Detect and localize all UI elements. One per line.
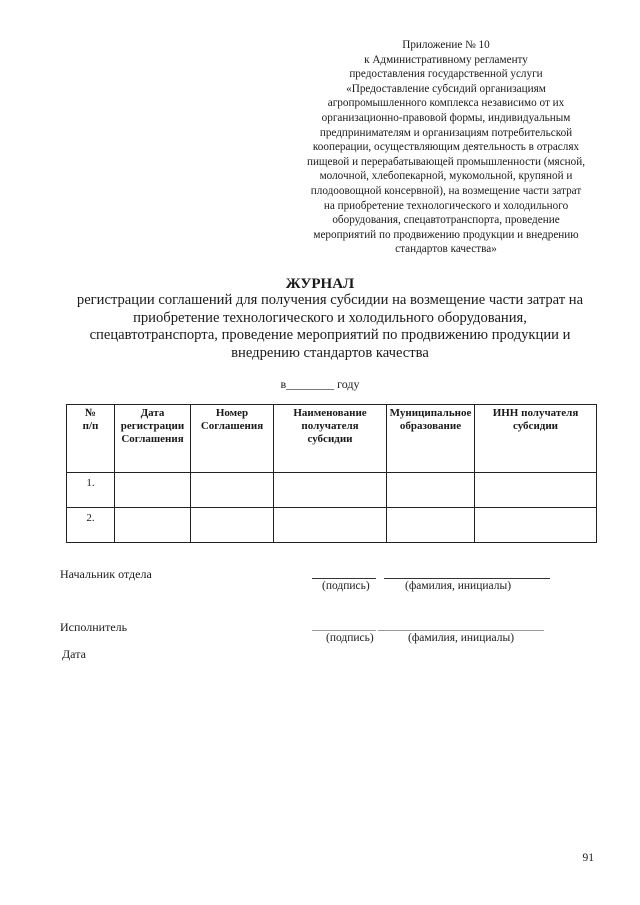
appendix-note	[290, 38, 602, 257]
subtitle-line: регистрации соглашений для получения субсидии на возмещение части затрат на	[76, 292, 584, 308]
appendix-line: стандартов качества»	[395, 243, 497, 256]
appendix-line: агропромышленного комплекса независимо от их	[327, 97, 565, 110]
table-cell	[274, 508, 387, 543]
table-cell	[475, 473, 597, 508]
appendix-line: молочной, хлебопекарной, мукомольной, крупяной и	[319, 170, 573, 183]
header-agreement-number: Номер Соглашения	[191, 405, 274, 473]
appendix-line: предоставления государственной услуги	[349, 68, 543, 81]
executor-name-caption: (фамилия, инициалы)	[408, 632, 515, 644]
appendix-line: предпринимателям и организациям потребительской	[319, 126, 573, 139]
appendix-line: организационно-правовой формы, индивидуальным	[321, 111, 571, 124]
appendix-line: кооперации, осуществляющим деятельность в отраслях	[312, 141, 580, 154]
table-cell	[191, 508, 274, 543]
executor-label: Исполнитель	[60, 620, 128, 634]
header-number: № п/п	[67, 405, 115, 473]
appendix-line: на приобретение технологического и холодильного	[323, 199, 569, 212]
subtitle-line: спецавтотранспорта, проведение мероприятий по продвижению продукции и	[89, 327, 571, 344]
appendix-line: плодоовощной консервной), на возмещение части затрат	[310, 184, 582, 197]
table-header-row	[67, 405, 597, 473]
table-row	[67, 473, 597, 508]
journal-title: ЖУРНАЛ	[285, 276, 355, 292]
journal-subtitle	[40, 292, 620, 362]
head-of-department-label: Начальник отдела	[60, 567, 152, 581]
table-cell: 1.	[67, 473, 115, 508]
subtitle-line: внедрению стандартов качества	[231, 344, 429, 361]
executor-signature-caption: (подпись)	[326, 632, 374, 644]
date-label: Дата	[62, 647, 86, 661]
registration-table	[66, 404, 597, 543]
appendix-line: Приложение № 10	[402, 39, 490, 51]
appendix-line: оборудования, спецавтотранспорта, проведение	[332, 214, 560, 227]
table-cell	[191, 473, 274, 508]
table-cell: 2.	[67, 508, 115, 543]
appendix-line: «Предоставление субсидий организациям	[346, 82, 546, 95]
table-cell	[115, 508, 191, 543]
year-line: в________ году	[280, 377, 360, 391]
appendix-line: мероприятий по продвижению продукции и внедрению	[313, 228, 579, 241]
appendix-line: к Административному регламенту	[364, 53, 528, 66]
page-number: 91	[582, 852, 594, 864]
header-registration-date: Дата регистрации Соглашения	[115, 405, 191, 473]
table-cell	[274, 473, 387, 508]
header-recipient-name: Наименование получателя субсидии	[274, 405, 387, 473]
head-signature-caption: (подпись)	[322, 580, 370, 592]
subtitle-line: приобретение технологического и холодильного оборудования,	[133, 309, 527, 326]
table-cell	[115, 473, 191, 508]
table-cell	[387, 508, 475, 543]
header-municipality: Муниципальное образование	[387, 405, 475, 473]
table-cell	[387, 473, 475, 508]
appendix-line: пищевой и перерабатывающей промышленности (мясной,	[306, 155, 586, 168]
table-cell	[475, 508, 597, 543]
table-row	[67, 508, 597, 543]
head-name-caption: (фамилия, инициалы)	[405, 580, 512, 592]
header-recipient-inn: ИНН получателя субсидии	[475, 405, 597, 473]
